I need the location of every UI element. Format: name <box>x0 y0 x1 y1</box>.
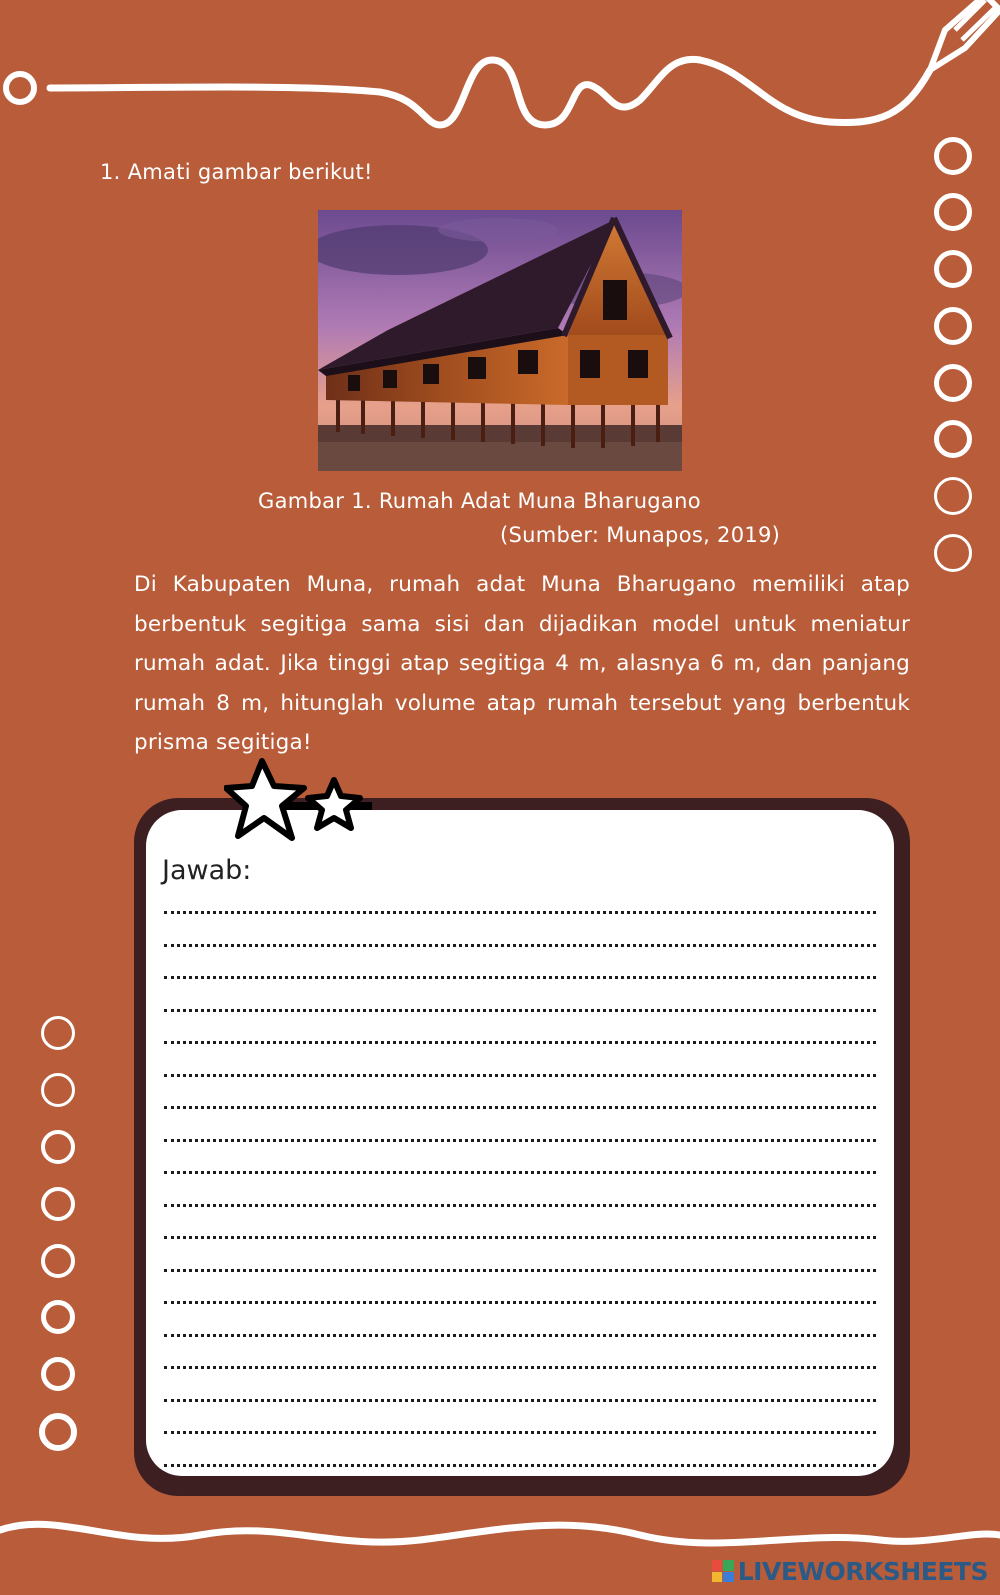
decor-ring-left-4 <box>41 1187 75 1221</box>
answer-line[interactable] <box>164 1204 876 1207</box>
liveworksheets-logo <box>712 1555 988 1587</box>
question-title: 1. Amati gambar berikut! <box>100 160 373 184</box>
answer-card[interactable] <box>146 810 894 1476</box>
figure-source: (Sumber: Munapos, 2019) <box>500 523 781 547</box>
answer-line[interactable] <box>164 1399 876 1402</box>
answer-line[interactable] <box>164 1106 876 1109</box>
brand-mark-icon <box>712 1560 734 1582</box>
answer-line[interactable] <box>164 1074 876 1077</box>
top-squiggle-decoration <box>0 0 1000 140</box>
decor-ring-right-4 <box>934 307 972 345</box>
decor-ring-left-5 <box>41 1244 75 1278</box>
stars-decoration <box>224 758 376 848</box>
decor-ring-right-8 <box>934 534 972 572</box>
decor-ring-right-6 <box>934 420 972 458</box>
answer-line[interactable] <box>164 1171 876 1174</box>
answer-line[interactable] <box>164 1366 876 1369</box>
answer-line[interactable] <box>164 1431 876 1434</box>
decor-ring-right-3 <box>934 250 972 288</box>
answer-line[interactable] <box>164 1334 876 1337</box>
answer-line[interactable] <box>164 1301 876 1304</box>
answer-line[interactable] <box>164 944 876 947</box>
decor-ring-right-1 <box>934 137 972 175</box>
decor-ring-right-2 <box>934 193 972 231</box>
answer-line[interactable] <box>164 1236 876 1239</box>
answer-line[interactable] <box>164 1139 876 1142</box>
answer-label: Jawab: <box>162 855 252 886</box>
answer-line[interactable] <box>164 911 876 914</box>
decor-ring-left-1 <box>41 1016 75 1050</box>
decor-ring-left-2 <box>41 1073 75 1107</box>
decor-ring-left-6 <box>41 1300 75 1334</box>
answer-line[interactable] <box>164 1041 876 1044</box>
decor-ring-right-5 <box>934 364 972 402</box>
house-photo <box>318 210 682 471</box>
brand-text: LIVEWORKSHEETS <box>737 1556 988 1586</box>
figure-caption: Gambar 1. Rumah Adat Muna Bharugano <box>258 489 701 513</box>
problem-paragraph: Di Kabupaten Muna, rumah adat Muna Bharugano memiliki atap berbentuk segitiga sama sisi dan dijadikan model untuk meniatur rumah adat. Jika tinggi atap segitiga 4 m, alasnya 6 m, dan panjang rumah 8 m, hitunglah volume atap rumah tersebut yang berbentuk prisma segitiga! <box>134 572 910 755</box>
fork-icon <box>930 0 1000 70</box>
answer-line[interactable] <box>164 976 876 979</box>
star-icon <box>308 780 360 828</box>
decor-ring-right-7 <box>934 477 972 515</box>
answer-line[interactable] <box>164 1009 876 1012</box>
answer-line[interactable] <box>164 1269 876 1272</box>
star-icon <box>226 761 304 838</box>
decor-ring-left-7 <box>41 1357 75 1391</box>
decor-ring-left-3 <box>41 1130 75 1164</box>
decor-ring-left-8 <box>39 1413 77 1451</box>
answer-line[interactable] <box>164 1464 876 1467</box>
